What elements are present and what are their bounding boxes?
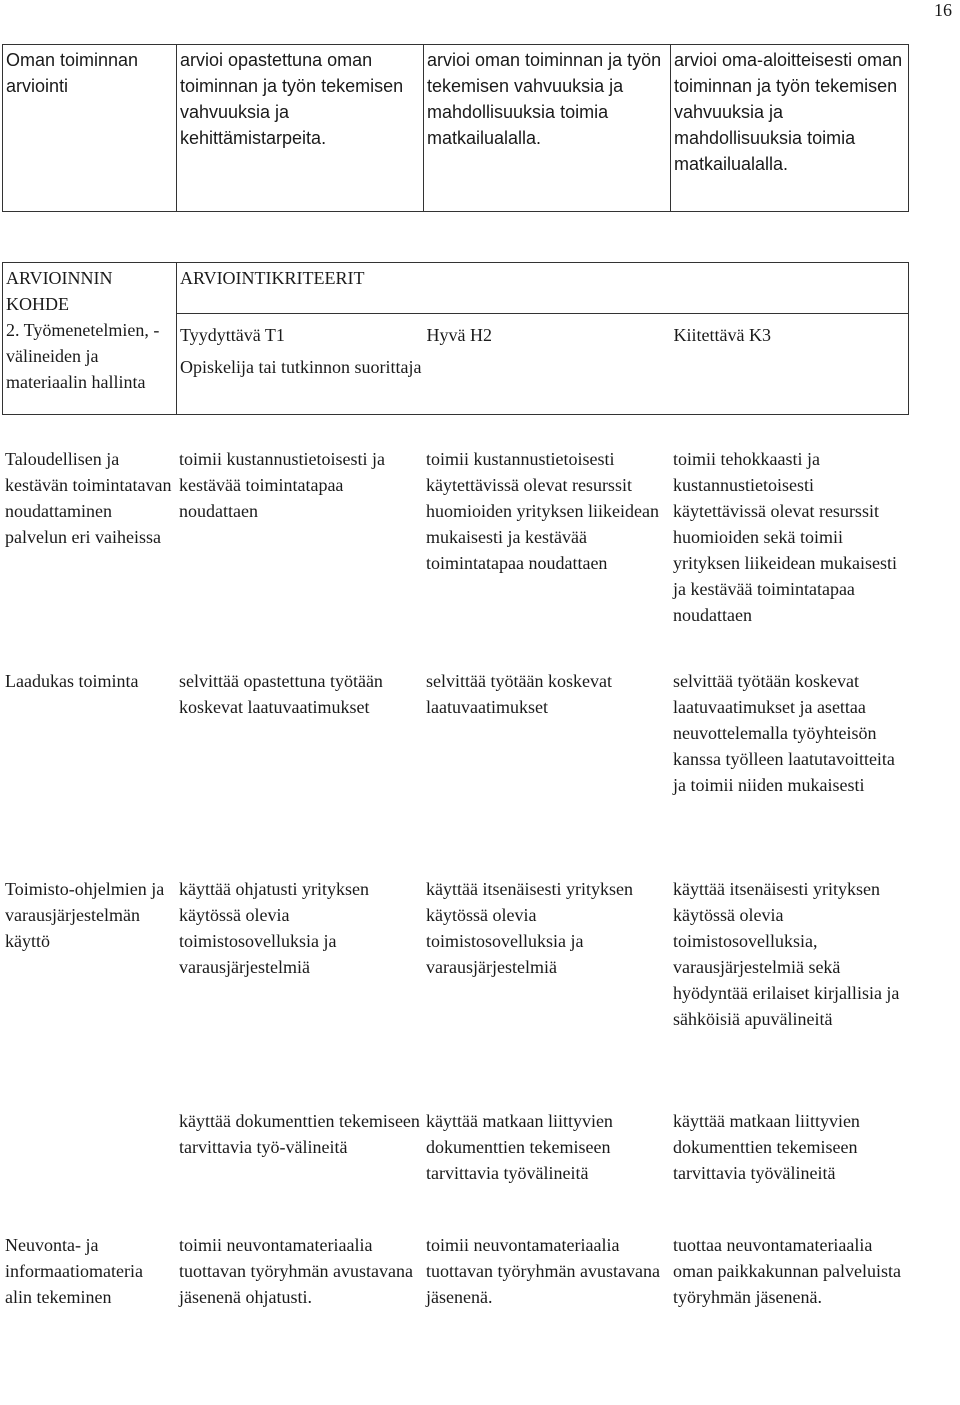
criteria-header-table	[2, 262, 909, 415]
table-row	[2, 1232, 908, 1362]
t1-cell: toimii neuvontamateriaalia tuottavan työryhmän avustavana jäsenenä ohjatusti.	[179, 1235, 413, 1307]
target-cell: Laadukas toiminta	[5, 671, 139, 691]
t1-cell: selvittää opastettuna työtään koskevat laatuvaatimukset	[179, 671, 383, 717]
target-cell: Taloudellisen ja kestävän toimintatavan noudattaminen palvelun eri vaiheissa	[5, 449, 172, 547]
k3-cell: tuottaa neuvontamateriaalia oman paikkakunnan palveluista työryhmän jäsenenä.	[673, 1235, 901, 1307]
criteria-body-table	[2, 446, 908, 1362]
k3-cell: arvioi oma-aloitteisesti oman toiminnan ja työn tekemisen vahvuuksia ja mahdollisuuksia toimia matkailualalla.	[671, 45, 909, 212]
table-row	[2, 446, 908, 668]
h2-cell: selvittää työtään koskevat laatuvaatimukset	[426, 671, 612, 717]
target-cell: Toimisto-ohjelmien ja varausjärjestelmän käyttö	[5, 879, 165, 951]
level-t1: Tyydyttävä T1	[177, 314, 424, 353]
table-row	[2, 668, 908, 876]
k3-cell: käyttää itsenäisesti yrityksen käytössä olevia toimistosovelluksia, varausjärjestelmiä sekä hyödyntää erilaiset kirjallisia ja sähköisiä apuvälineitä	[673, 879, 900, 1029]
top-assessment-table	[2, 44, 909, 212]
t1-cell: arvioi opastettuna oman toiminnan ja työn tekemisen vahvuuksia ja kehittämistarpeita.	[177, 45, 424, 212]
target-cell: Oman toiminnan arviointi	[3, 45, 177, 212]
assessment-target-heading	[3, 263, 177, 415]
table-row	[2, 1108, 908, 1232]
k3-cell: toimii tehokkaasti ja kustannustietoisesti käytettävissä olevat resurssit huomioiden sekä toimii yrityksen liikeidean mukaisesti ja kestävää toimintatapaa noudattaen	[673, 449, 897, 625]
criteria-heading: ARVIOINTIKRITEERIT	[177, 263, 909, 314]
target-cell: Neuvonta- ja informaatiomateria alin tekeminen	[5, 1235, 143, 1307]
subject-cell: Opiskelija tai tutkinnon suorittaja	[177, 352, 909, 415]
t1-cell: toimii kustannustietoisesti ja kestävää toimintatapaa noudattaen	[179, 449, 385, 521]
h2-cell: toimii neuvontamateriaalia tuottavan työryhmän avustavana jäsenenä.	[426, 1235, 660, 1307]
target-name-text: 2. Työmenetelmien, -välineiden ja materiaalin hallinta	[6, 320, 160, 392]
level-k3: Kiitettävä K3	[671, 314, 909, 353]
t1-cell: käyttää dokumenttien tekemiseen tarvittavia työ-välineitä	[179, 1111, 420, 1157]
h2-cell: käyttää itsenäisesti yrityksen käytössä olevia toimistosovelluksia ja varausjärjestelmiä	[426, 879, 633, 977]
target-cell	[2, 1108, 176, 1232]
k3-cell: selvittää työtään koskevat laatuvaatimukset ja asettaa neuvottelemalla työyhteisön kanssa työlleen laatutavoitteita ja toimii niiden mukaisesti	[673, 671, 895, 795]
table-row	[2, 876, 908, 1108]
h2-cell: arvioi oman toiminnan ja työn tekemisen vahvuuksia ja mahdollisuuksia toimia matkailualalla.	[424, 45, 671, 212]
k3-cell: käyttää matkaan liittyvien dokumenttien tekemiseen tarvittavia työvälineitä	[673, 1111, 860, 1183]
t1-cell: käyttää ohjatusti yrityksen käytössä olevia toimistosovelluksia ja varausjärjestelmiä	[179, 879, 369, 977]
h2-cell: käyttää matkaan liittyvien dokumenttien tekemiseen tarvittavia työvälineitä	[426, 1111, 613, 1183]
h2-cell: toimii kustannustietoisesti käytettävissä olevat resurssit huomioiden yrityksen liikeidean mukaisesti ja kestävää toimintatapaa noudattaen	[426, 449, 659, 573]
page-number: 16	[934, 0, 952, 20]
level-h2: Hyvä H2	[424, 314, 671, 353]
table-row	[3, 45, 909, 212]
target-heading-text: ARVIOINNIN KOHDE	[6, 268, 113, 314]
